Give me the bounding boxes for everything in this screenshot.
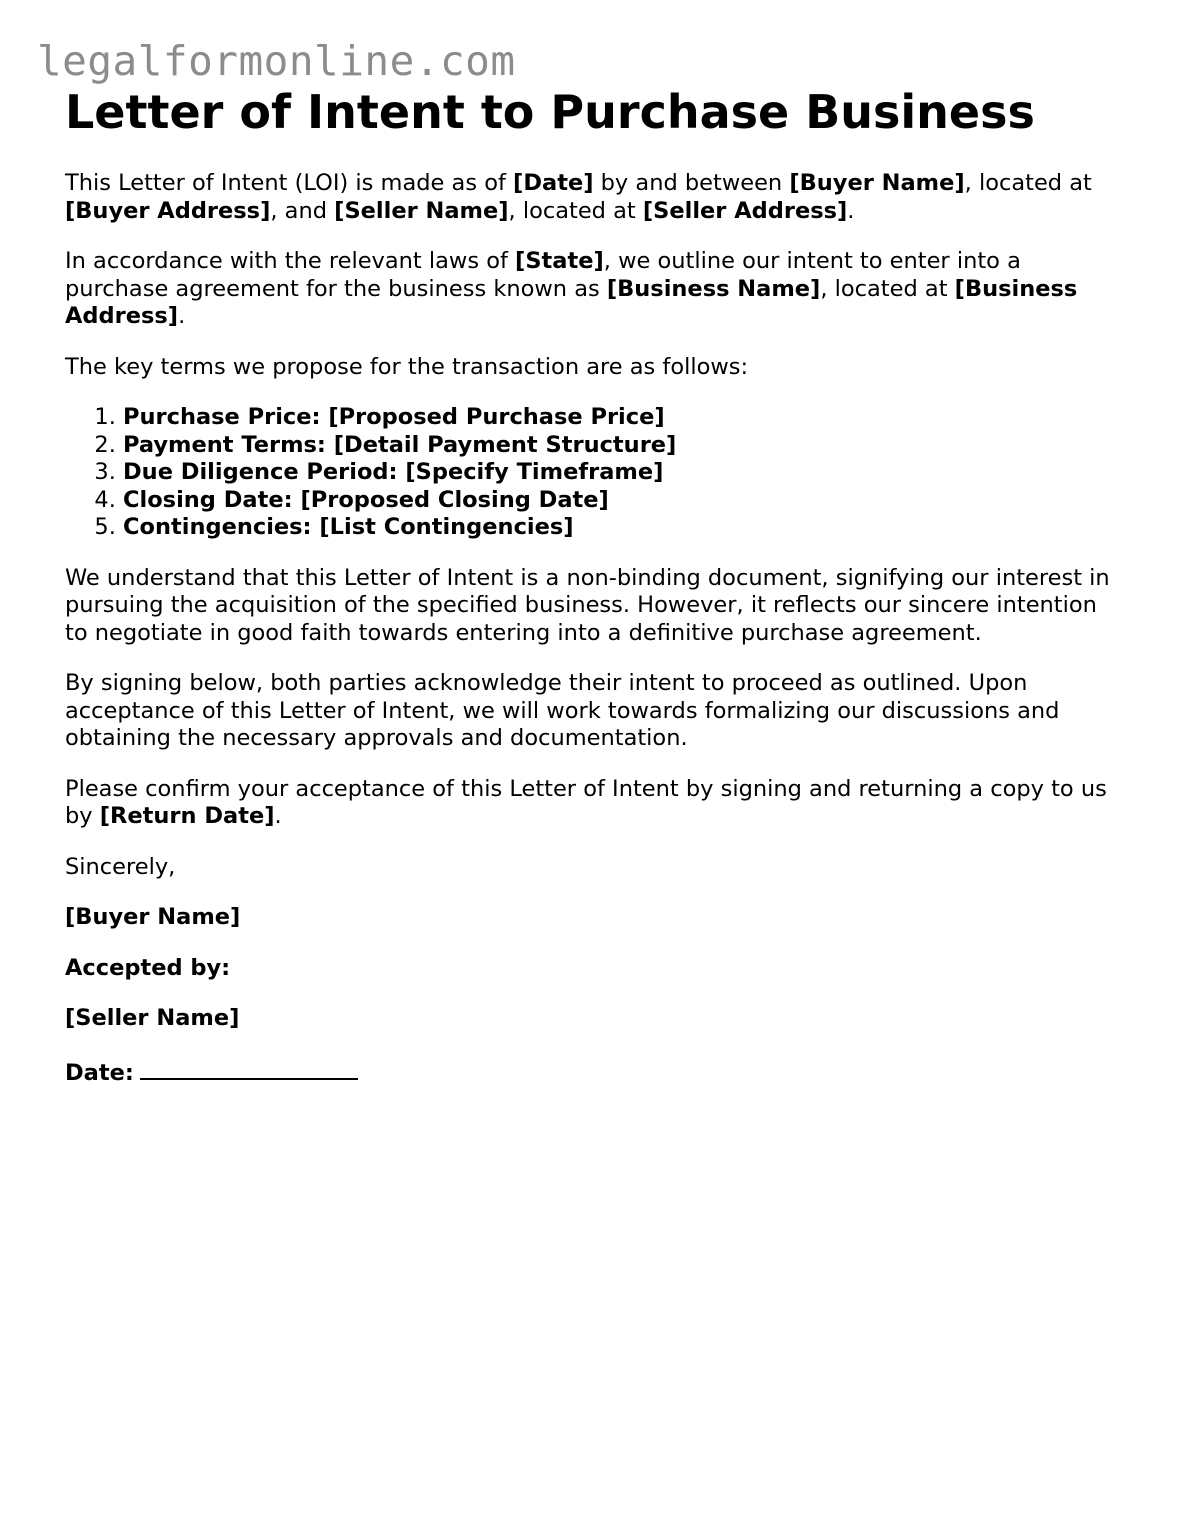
signing-paragraph: By signing below, both parties acknowledge their intent to proceed as outlined. Upon acceptance of this Letter of Intent, we will work towards formalizing our discussions and obtaining the necessary approvals and documentation. (65, 670, 1060, 751)
accordance-text-4: . (178, 303, 186, 329)
document-page (65, 84, 1125, 1087)
seller-signature-name (65, 1005, 1125, 1033)
date-blank-line[interactable] (140, 1056, 358, 1080)
key-terms-list (65, 404, 1125, 542)
key-terms-intro: The key terms we propose for the transaction are as follows: (65, 353, 749, 380)
intro-text-2: by and between (593, 170, 790, 196)
buyer-signature-name (65, 904, 1125, 932)
date-field (65, 1056, 1125, 1088)
list-item: 2. Payment Terms: [Detail Payment Structure] (123, 432, 1125, 460)
intro-text-6: . (847, 197, 855, 224)
business-address-placeholder: [Business Address] (65, 275, 1078, 329)
intro-paragraph (65, 170, 1125, 225)
state-placeholder: [State] (515, 248, 604, 274)
confirm-text-1: Please confirm your acceptance of this Letter of Intent by signing and returning a copy to us by (65, 775, 1107, 829)
accepted-by-block (65, 955, 1125, 983)
buyer-address-placeholder: [Buyer Address] (65, 197, 271, 224)
nonbinding-paragraph: We understand that this Letter of Intent is a non-binding document, signifying our interest in pursuing the acquisition of the specified business. However, it reflects our sincere intention to negotiate in good faith towards entering into a definitive purchase agreement. (65, 564, 1110, 646)
intro-text-5: , located at (508, 197, 643, 224)
list-item: 4. Closing Date: [Proposed Closing Date] (123, 487, 1125, 515)
closing-salutation: Sincerely, (65, 853, 176, 880)
accordance-paragraph (65, 248, 1125, 331)
accordance-text-3: , located at (820, 275, 955, 302)
document-title: Letter of Intent to Purchase Business (65, 85, 1035, 139)
business-name-placeholder: [Business Name] (606, 275, 821, 302)
date-placeholder: [Date] (513, 170, 594, 196)
buyer-name-placeholder: [Buyer Name] (789, 170, 965, 196)
seller-signature-label: [Seller Name] (65, 1005, 240, 1031)
confirm-paragraph (65, 776, 1125, 831)
return-date-placeholder: [Return Date] (99, 803, 275, 829)
intro-text-3: , located at (964, 170, 1092, 196)
list-item: 5. Contingencies: [List Contingencies] (123, 514, 1125, 542)
buyer-signature-label: [Buyer Name] (65, 904, 241, 930)
accordance-text-1: In accordance with the relevant laws of (65, 248, 516, 274)
accepted-by-label: Accepted by: (65, 954, 231, 981)
confirm-text-2: . (274, 803, 282, 829)
seller-name-placeholder: [Seller Name] (334, 197, 509, 224)
date-label: Date: (65, 1059, 134, 1086)
site-watermark: legalformonline.com (37, 37, 516, 85)
seller-address-placeholder: [Seller Address] (642, 197, 848, 224)
accordance-text-2: , we outline our intent to enter into a purchase agreement for the business known as (65, 248, 1021, 302)
intro-text-1: This Letter of Intent (LOI) is made as of (65, 170, 514, 196)
list-item: 1. Purchase Price: [Proposed Purchase Price] (123, 404, 1125, 432)
intro-text-4: , and (270, 197, 335, 224)
list-item: 3. Due Diligence Period: [Specify Timeframe] (123, 459, 1125, 487)
letter-body (65, 170, 1125, 1087)
